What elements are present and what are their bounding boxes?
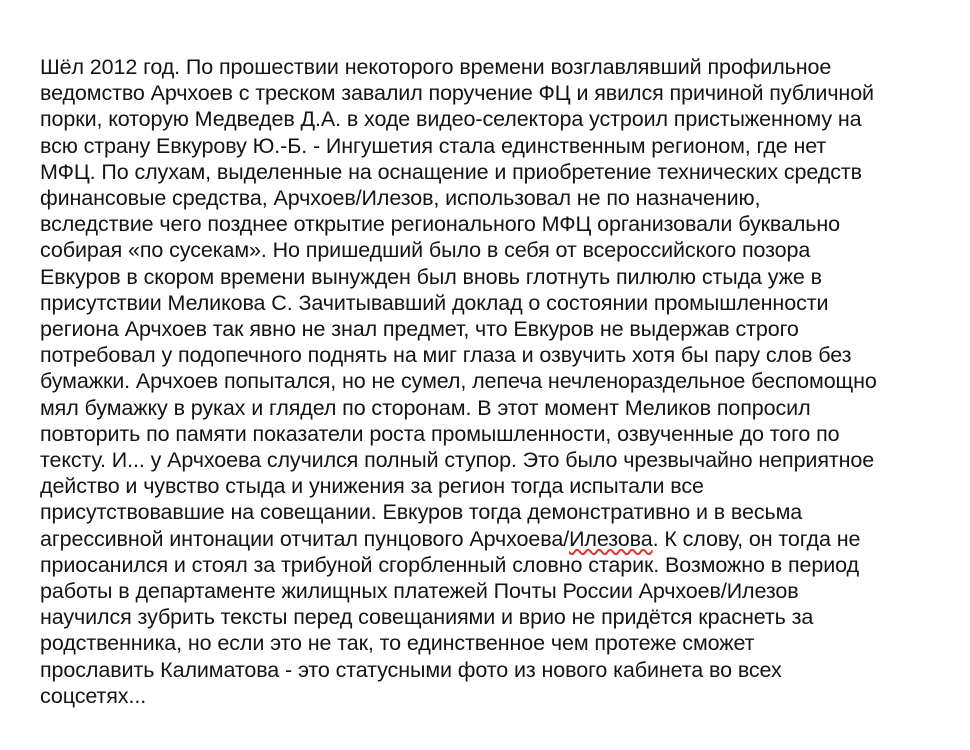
- document-text: [40, 54, 940, 709]
- text-line: собирая «по сусекам». Но пришедший было в себя от всероссийского позора: [40, 238, 811, 263]
- text-line: порки, которую Медведев Д.А. в ходе видео-селектора устроил пристыженному на: [40, 107, 862, 132]
- text-line: научился зубрить тексты перед совещаниями и врио не придётся краснеть за: [40, 605, 814, 630]
- text-line: приосанился и стоял за трибуной сгорбленный словно старик. Возможно в период: [40, 552, 859, 577]
- text-line: соцсетях...: [40, 683, 147, 708]
- text-line: действо и чувство стыда и унижения за регион тогда испытали все: [40, 474, 704, 499]
- text-segment: агрессивной интонации отчитал пунцового Арчхоева/: [40, 526, 570, 551]
- text-line: родственника, но если это не так, то единственное чем протеже сможет: [40, 631, 755, 656]
- text-line: Шёл 2012 год. По прошествии некоторого времени возглавлявший профильное: [40, 55, 832, 79]
- text-line: работы в департаменте жилищных платежей Почты России Арчхоев/Илезов: [40, 579, 799, 604]
- text-line: бумажки. Арчхоев попытался, но не сумел, лепеча нечленораздельное беспомощно: [40, 369, 877, 394]
- text-line: вследствие чего позднее открытие регионального МФЦ организовали буквально: [40, 212, 841, 237]
- text-line: региона Арчхоев так явно не знал предмет, что Евкуров не выдержав строго: [40, 317, 799, 342]
- text-line: МФЦ. По слухам, выделенные на оснащение и приобретение технических средств: [40, 159, 862, 184]
- text-line: присутствии Меликова С. Зачитывавший доклад о состоянии промышленности: [40, 290, 829, 315]
- text-line: всю страну Евкурову Ю.-Б. - Ингушетия стала единственным регионом, где нет: [40, 133, 827, 158]
- spellcheck-underlined-word[interactable]: Илезова: [569, 526, 653, 551]
- text-line: присутствовавшие на совещании. Евкуров тогда демонстративно и в весьма: [40, 500, 803, 525]
- text-line: Евкуров в скором времени вынужден был вновь глотнуть пилюлю стыда уже в: [40, 264, 822, 289]
- text-line: мял бумажку в руках и глядел по сторонам. В этот момент Меликов попросил: [40, 395, 811, 420]
- text-line: финансовые средства, Арчхоев/Илезов, использовал не по назначению,: [40, 186, 761, 211]
- text-line: потребовал у подопечного поднять на миг глаза и озвучить хотя бы пару слов без: [40, 343, 852, 368]
- text-line: ведомство Арчхоев с треском завалил поручение ФЦ и явился причиной публичной: [40, 81, 874, 106]
- text-line: повторить по памяти показатели роста промышленности, озвученные до того по: [40, 421, 840, 446]
- text-line: прославить Калиматова - это статусными фото из нового кабинета во всех: [40, 657, 782, 682]
- text-line-with-spellcheck: [40, 526, 940, 552]
- text-line: тексту. И... у Арчхоева случился полный ступор. Это было чрезвычайно неприятное: [40, 448, 875, 473]
- text-segment: . К слову, он тогда не: [652, 526, 861, 551]
